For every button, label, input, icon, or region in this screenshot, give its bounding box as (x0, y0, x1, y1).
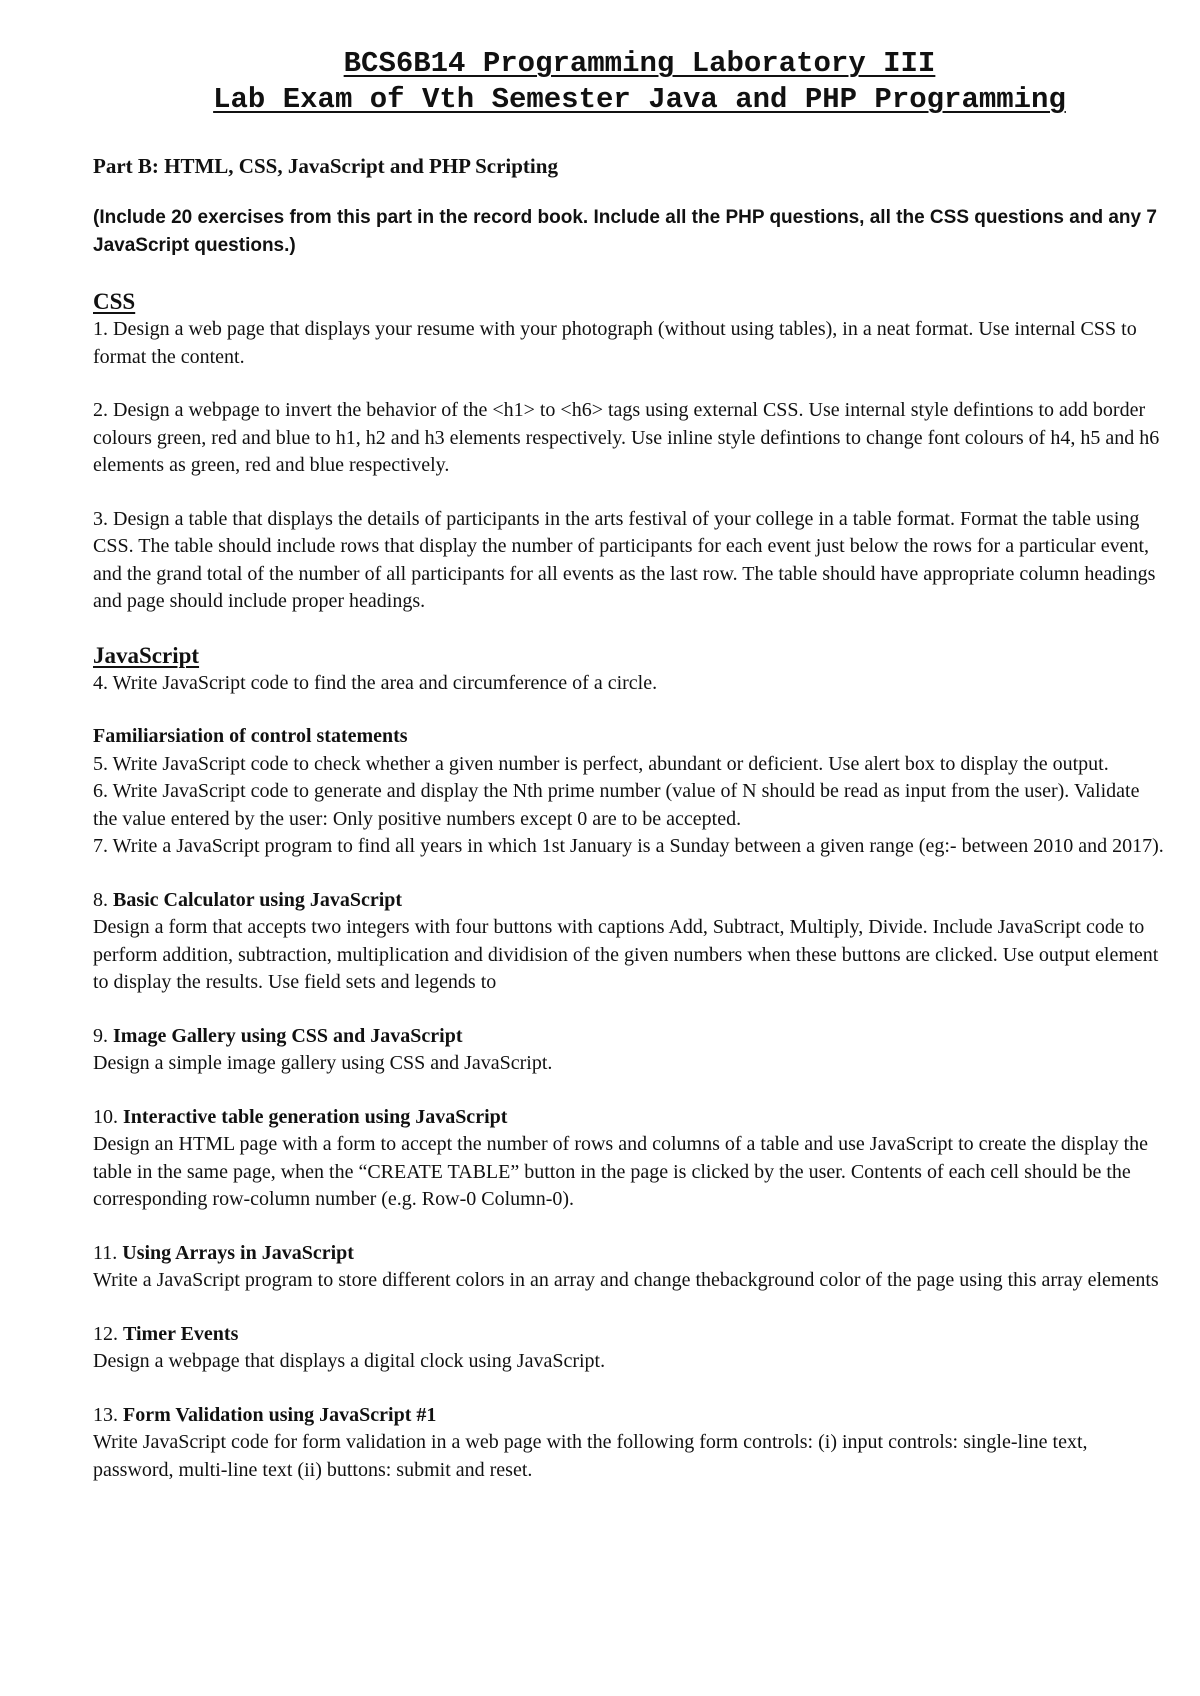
q10-body: Design an HTML page with a form to accept the number of rows and columns of a table and use JavaScript to create the display the table in the same page, when the “CREATE TABLE” button in the page is clicked by the user. Contents of each cell should be the corresponding row-column number (e.g. Row-0 Column-0). (93, 1133, 1149, 1210)
include-note: (Include 20 exercises from this part in the record book. Include all the PHP questions, all the CSS questions and any 7 JavaScript questions.) (93, 207, 1157, 256)
title-line-2: Lab Exam of Vth Semester Java and PHP Programming (213, 83, 1066, 116)
q8-body: Design a form that accepts two integers with four buttons with captions Add, Subtract, Multiply, Divide. Include JavaScript code to perform addition, subtraction, multiplication and dividision of the given numbers when these buttons are clicked. Use output element to display the results. Use field sets and legends to (93, 916, 1159, 993)
q9-title: Image Gallery using CSS and JavaScript (113, 1024, 463, 1047)
q10-heading (93, 1104, 1168, 1132)
q12-heading (93, 1321, 1168, 1349)
q13-body: Write JavaScript code for form validation in a web page with the following form controls: (i) input controls: single-line text, password, multi-line text (ii) buttons: submit and reset. (93, 1431, 1088, 1481)
js-section-heading: JavaScript (93, 642, 200, 668)
q11-body: Write a JavaScript program to store different colors in an array and change thebackground color of the page using this array elements (93, 1269, 1159, 1291)
control-statements-heading: Familiarsiation of control statements (93, 725, 408, 747)
q12-number: 12. (93, 1322, 123, 1345)
q11-number: 11. (93, 1241, 123, 1264)
q10-title: Interactive table generation using JavaScript (123, 1105, 508, 1128)
q13-heading (93, 1402, 1168, 1430)
q8-heading (93, 887, 1168, 915)
js-question-7: 7. Write a JavaScript program to find all years in which 1st January is a Sunday between a given range (eg:- between 2010 and 2017). (93, 835, 1164, 857)
js-question-5: 5. Write JavaScript code to check whether a given number is perfect, abundant or deficient. Use alert box to display the output. (93, 752, 1109, 775)
q11-heading (93, 1240, 1168, 1268)
css-question-2: 2. Design a webpage to invert the behavior of the <h1> to <h6> tags using external CSS. Use internal style defintions to add border colours green, red and blue to h1, h2 and h3 elements respectively. Use inline style defintions to change font colours of h4, h5 and h6 elements as green, red and blue respectively. (93, 399, 1160, 476)
css-section-heading: CSS (93, 289, 136, 314)
document-page (93, 46, 1168, 1484)
q10-number: 10. (93, 1105, 123, 1128)
q9-number: 9. (93, 1024, 113, 1047)
part-heading: Part B: HTML, CSS, JavaScript and PHP Scripting (93, 154, 558, 178)
title-line-1: BCS6B14 Programming Laboratory III (343, 47, 936, 80)
q8-number: 8. (93, 888, 113, 911)
js-question-4: 4. Write JavaScript code to find the area and circumference of a circle. (93, 671, 658, 694)
q9-body: Design a simple image gallery using CSS and JavaScript. (93, 1052, 553, 1074)
q11-title: Using Arrays in JavaScript (122, 1241, 354, 1264)
js-question-6: 6. Write JavaScript code to generate and display the Nth prime number (value of N should be read as input from the user). Validate the value entered by the user: Only positive numbers except 0 are to be accepted. (93, 780, 1140, 830)
q8-title: Basic Calculator using JavaScript (113, 888, 403, 911)
q12-title: Timer Events (123, 1322, 239, 1345)
css-question-3: 3. Design a table that displays the details of participants in the arts festival of your college in a table format. Format the table using CSS. The table should include rows that display the number of participants for each event just below the rows for a particular event, and the grand total of the number of all participants for all events as the last row. The table should have appropriate column headings and page should include proper headings. (93, 507, 1156, 612)
q13-number: 13. (93, 1403, 123, 1426)
q9-heading (93, 1023, 1168, 1051)
q12-body: Design a webpage that displays a digital clock using JavaScript. (93, 1350, 606, 1372)
q13-title: Form Validation using JavaScript #1 (123, 1403, 437, 1426)
css-question-1: 1. Design a web page that displays your resume with your photograph (without using tables), in a neat format. Use internal CSS to format the content. (93, 318, 1137, 368)
